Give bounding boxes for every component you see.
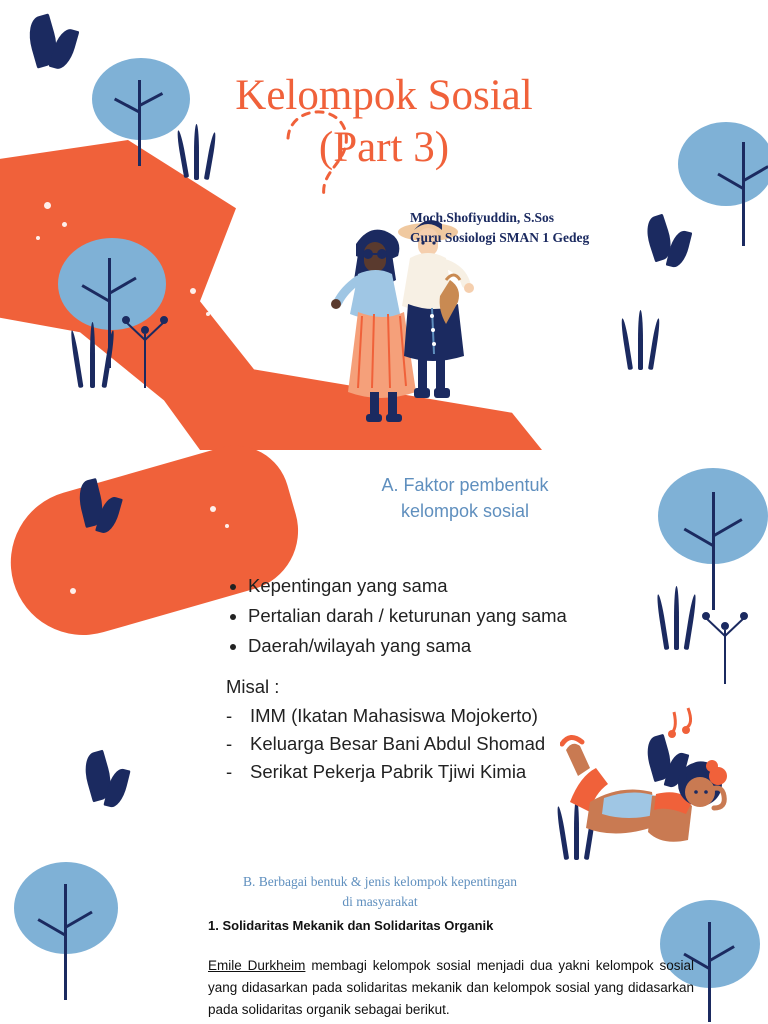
grass-icon <box>69 330 83 388</box>
section-b-paragraph <box>208 955 694 1021</box>
dot-decor <box>70 588 76 594</box>
example-list <box>226 702 696 786</box>
dot-decor <box>62 222 67 227</box>
list-item: • Kepentingan yang sama <box>248 572 696 600</box>
section-b-heading-line-1: B. Berbagai bentuk & jenis kelompok kepentingan <box>242 874 518 889</box>
section-b-heading-line-2: di masyarakat <box>342 893 418 909</box>
section-b-subheading: 1. Solidaritas Mekanik dan Solidaritas Organik <box>208 918 494 933</box>
paragraph-text: membagi kelompok sosial menjadi dua yakni kelompok sosial yang didasarkan pada solidaritas mekanik dan kelompok sosial yang didasarkan pada solidaritas organik sebagai berikut. <box>208 958 694 1017</box>
section-a-heading-line-1: A. Faktor pembentuk <box>381 475 549 495</box>
title-line-2: (Part 3) <box>318 124 450 172</box>
title-line-1: Kelompok Sosial <box>235 72 533 119</box>
dash-marker: - <box>226 733 233 755</box>
section-a-heading <box>300 472 630 524</box>
tree-trunk-icon <box>64 884 67 1000</box>
sprig-icon <box>690 596 760 686</box>
list-item-label: Keluarga Besar Bani Abdul Shomad <box>250 733 546 755</box>
list-item: • Daerah/wilayah yang sama <box>248 632 696 660</box>
dash-marker: - <box>226 761 233 783</box>
tree-canopy-icon <box>58 238 166 330</box>
list-item <box>226 730 696 758</box>
author-name: Moch.Shofiyuddin, S.Sos <box>410 210 555 225</box>
dot-decor <box>190 288 196 294</box>
dash-marker: - <box>226 705 233 726</box>
list-item-label: Serikat Pekerja Pabrik Tjiwi Kimia <box>250 761 527 783</box>
list-item <box>226 702 696 730</box>
list-item-label: IMM (Ikatan Mahasiswa Mojokerto) <box>250 705 538 726</box>
paragraph-highlight-name: Emile Durkheim <box>208 958 306 973</box>
grass-icon <box>638 310 643 370</box>
author-block <box>410 208 740 249</box>
dot-decor <box>36 236 40 240</box>
grass-icon <box>648 318 661 370</box>
section-b-heading <box>190 872 570 911</box>
author-role: Guru Sosiologi SMAN 1 Gedeg <box>410 230 590 246</box>
tree-trunk-icon <box>712 492 715 610</box>
dot-decor <box>210 506 216 512</box>
example-label: Misal : <box>226 676 280 697</box>
dot-decor <box>44 202 51 209</box>
page-title <box>0 70 768 175</box>
section-a-heading-line-2: kelompok sosial <box>400 501 530 522</box>
factor-bullet-list <box>226 572 696 662</box>
grass-icon <box>90 322 95 388</box>
list-item: • Pertalian darah / keturunan yang sama <box>248 602 696 630</box>
grass-icon <box>620 318 633 370</box>
dot-decor <box>206 312 210 316</box>
list-item <box>226 758 696 786</box>
dot-decor <box>225 524 229 528</box>
tree-trunk-icon <box>708 922 711 1022</box>
